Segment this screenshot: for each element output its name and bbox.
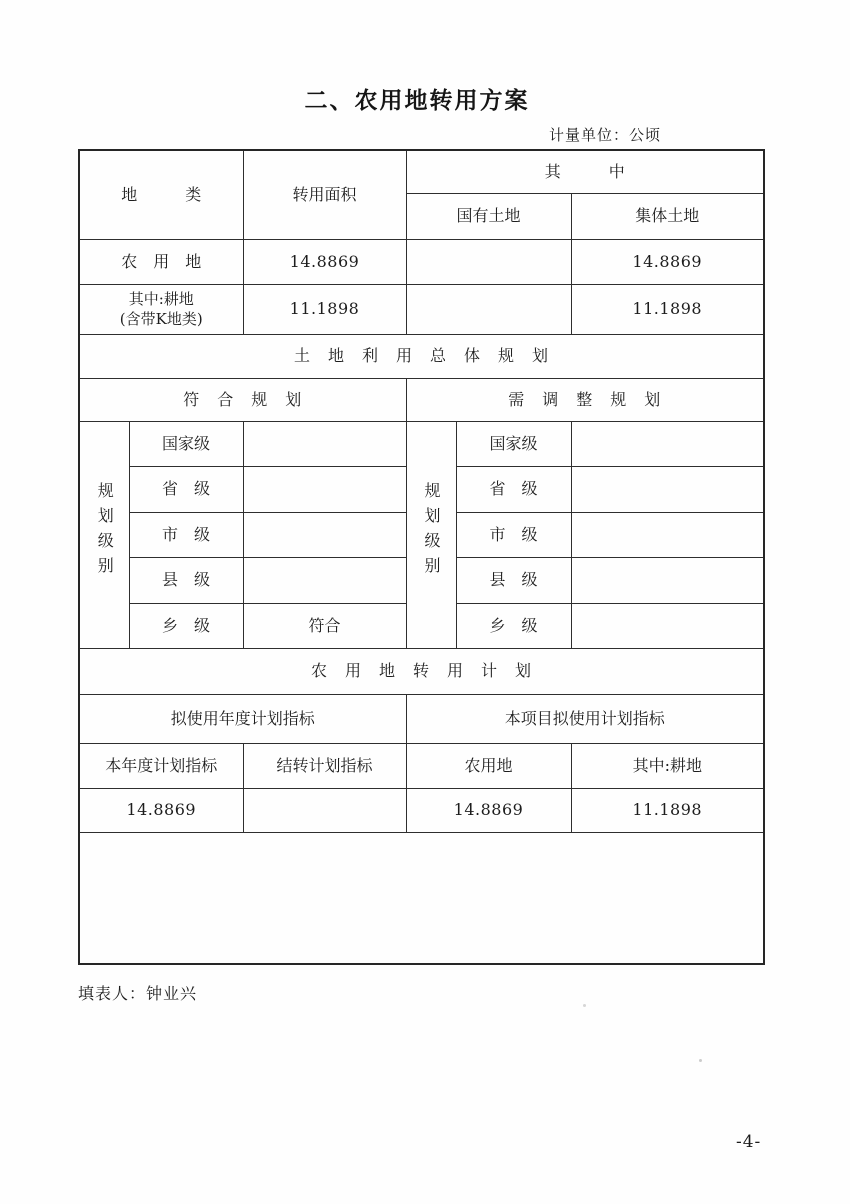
- comply-value-cell: [243, 557, 406, 603]
- value-carryover: [243, 788, 406, 832]
- comply-value-cell: [243, 466, 406, 512]
- cell-collective-land: 11.1898: [571, 284, 764, 334]
- scan-speck: [583, 1004, 586, 1007]
- header-state-land: 国有土地: [406, 193, 571, 239]
- plan-section-title-row: [79, 648, 764, 694]
- unit-note: 计量单位：公顷: [549, 126, 662, 144]
- filler-name: 填表人：钟业兴: [78, 984, 198, 1003]
- col-header-cultivated: 其中:耕地: [571, 743, 764, 788]
- comply-level-cell: 省 级: [129, 466, 243, 512]
- header-conversion-area: 转用面积: [243, 150, 406, 239]
- header-land-class: 地 类: [79, 150, 243, 239]
- adjust-value-cell: [571, 421, 764, 466]
- scan-speck: [699, 1059, 702, 1062]
- cell-state-land: [406, 284, 571, 334]
- remarks-empty-cell: [79, 832, 764, 964]
- col-header-current-year: 本年度计划指标: [79, 743, 243, 788]
- adjust-level-cell: 市 级: [456, 512, 571, 557]
- planning-subheader-row: [79, 378, 764, 421]
- adjust-value-cell: [571, 557, 764, 603]
- planning-section-title-row: [79, 334, 764, 378]
- land-row-agricultural: [79, 239, 764, 284]
- value-agricultural: 14.8869: [406, 788, 571, 832]
- project-quota-header: 本项目拟使用计划指标: [406, 694, 764, 743]
- planning-section-title: 土 地 利 用 总 体 规 划: [79, 334, 764, 378]
- cell-label: 农 用 地: [79, 239, 243, 284]
- adjust-value-cell: [571, 603, 764, 648]
- adjust-level-label-cell: [406, 421, 456, 648]
- cell-conversion-area: 14.8869: [243, 239, 406, 284]
- adjust-level-cell: 国家级: [456, 421, 571, 466]
- annual-quota-header: 拟使用年度计划指标: [79, 694, 406, 743]
- adjust-level-cell: 乡 级: [456, 603, 571, 648]
- planning-row-national: [79, 421, 764, 466]
- page-title: 二、农用地转用方案: [304, 87, 530, 113]
- adjust-value-cell: [571, 512, 764, 557]
- adjust-level-cell: 省 级: [456, 466, 571, 512]
- plan-section-title: 农 用 地 转 用 计 划: [79, 648, 764, 694]
- col-header-carryover: 结转计划指标: [243, 743, 406, 788]
- remarks-row: [79, 832, 764, 964]
- header-of-which: 其 中: [406, 150, 764, 193]
- plan-column-header-row: [79, 743, 764, 788]
- comply-value-cell: 符合: [243, 603, 406, 648]
- comply-level-cell: 国家级: [129, 421, 243, 466]
- cell-label-line2: (含带K地类): [119, 310, 203, 328]
- comply-level-cell: 县 级: [129, 557, 243, 603]
- value-current-year: 14.8869: [79, 788, 243, 832]
- cell-label: [79, 284, 243, 334]
- page-number: -4-: [736, 1132, 762, 1152]
- land-conversion-table: [78, 149, 765, 965]
- land-row-cultivated: [79, 284, 764, 334]
- plan-values-row: [79, 788, 764, 832]
- cell-conversion-area: 11.1898: [243, 284, 406, 334]
- col-header-agricultural: 农用地: [406, 743, 571, 788]
- comply-header: 符 合 规 划: [79, 378, 406, 421]
- value-cultivated: 11.1898: [571, 788, 764, 832]
- cell-collective-land: 14.8869: [571, 239, 764, 284]
- comply-value-cell: [243, 421, 406, 466]
- adjust-level-cell: 县 级: [456, 557, 571, 603]
- plan-subheader-row: [79, 694, 764, 743]
- cell-label-line1: 其中:耕地: [128, 289, 194, 308]
- header-collective-land: 集体土地: [571, 193, 764, 239]
- header-row-1: [79, 150, 764, 193]
- cell-state-land: [406, 239, 571, 284]
- comply-level-label-cell: [79, 421, 129, 648]
- comply-level-label: 规划级别: [95, 482, 115, 582]
- comply-level-cell: 市 级: [129, 512, 243, 557]
- comply-value-cell: [243, 512, 406, 557]
- adjust-level-label: 规划级别: [422, 482, 442, 582]
- adjust-value-cell: [571, 466, 764, 512]
- comply-level-cell: 乡 级: [129, 603, 243, 648]
- adjust-header: 需 调 整 规 划: [406, 378, 764, 421]
